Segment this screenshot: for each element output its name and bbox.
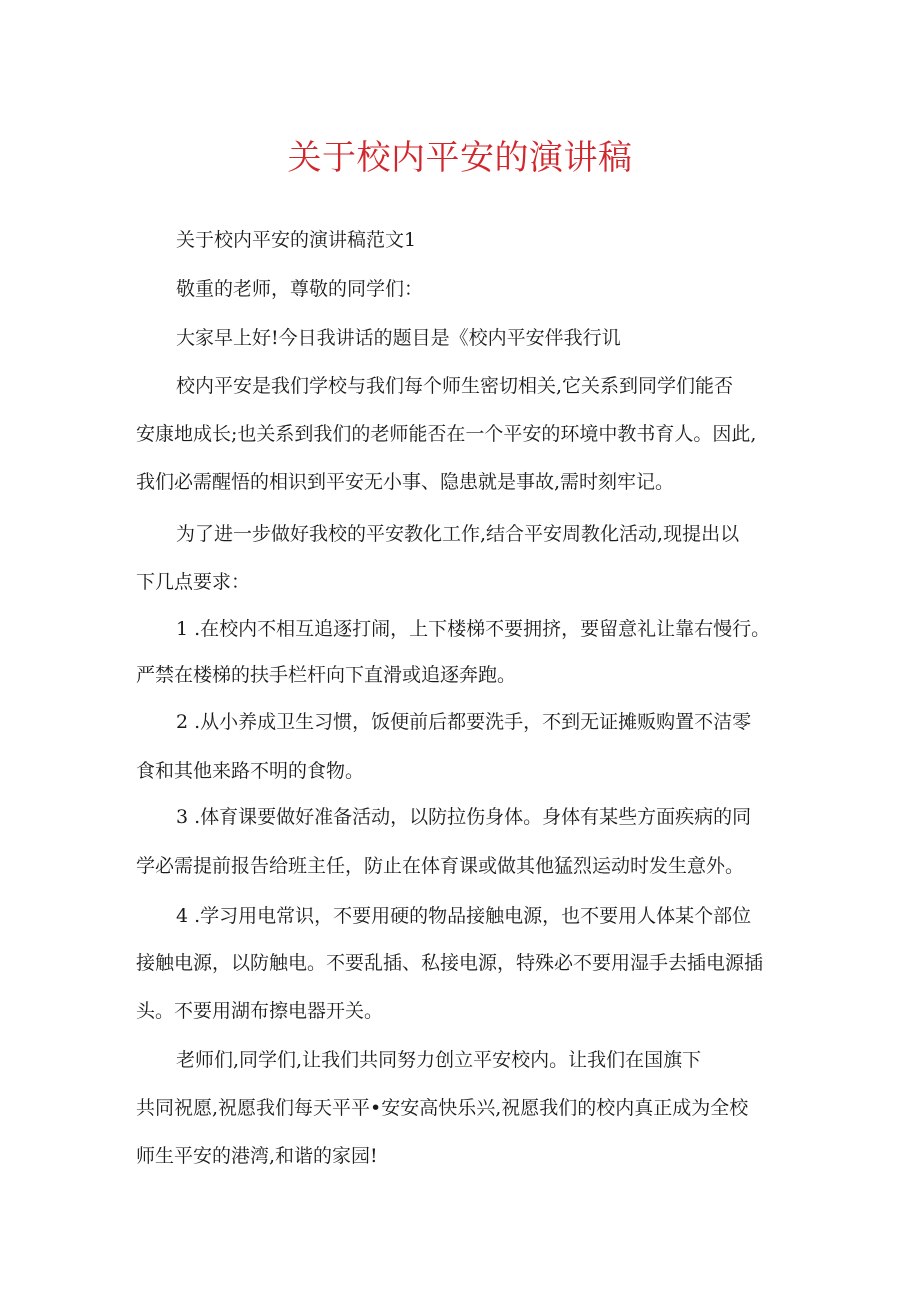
- rule-4-line-2: 接触电源，以防触电。不要乱插、私接电源，特殊必不要用湿手去插电源插: [136, 952, 764, 974]
- rule-2-line-1: 2 .从小养成卫生习惯，饭便前后都要洗手，不到无证摊贩购置不洁零: [176, 711, 752, 733]
- greeting: 敬重的老师，尊敬的同学们：: [176, 278, 424, 300]
- rule-3-line-2: 学必需提前报告给班主任，防止在体育课或做其他猛烈运动时发生意外。: [136, 855, 745, 877]
- closing-line-2: 共同祝愿,祝愿我们每天平平•安安高快乐兴,祝愿我们的校内真正成为全校: [136, 1097, 749, 1119]
- rule-1-line-1: 1 .在校内不相互追逐打闹，上下楼梯不要拥挤，要留意礼让靠右慢行。: [176, 618, 771, 640]
- document-title: 关于校内平安的演讲稿: [287, 138, 633, 178]
- subtitle: 关于校内平安的演讲稿范文1: [176, 229, 417, 251]
- paragraph-1-line-3: 我们必需醒悟的相识到平安无小事、隐患就是事故,需时刻牢记。: [136, 471, 675, 493]
- paragraph-2-line-2: 下几点要求：: [136, 571, 251, 593]
- rule-4-line-1: 4 .学习用电常识，不要用硬的物品接触电源，也不要用人体某个部位: [176, 905, 752, 927]
- rule-3-line-1: 3 .体育课要做好准备活动，以防拉伤身体。身体有某些方面疾病的同: [176, 806, 752, 828]
- paragraph-1-line-1: 校内平安是我们学校与我们每个师生密切相关,它关系到同学们能否: [176, 375, 734, 397]
- closing-line-3: 师生平安的港湾,和谐的家园!: [136, 1145, 378, 1167]
- paragraph-1-line-2: 安康地成长;也关系到我们的老师能否在一个平安的环境中教书育人。因此,: [136, 423, 757, 445]
- closing-line-1: 老师们,同学们,让我们共同努力创立平安校内。让我们在国旗下: [176, 1049, 702, 1071]
- opening-line: 大家早上好!今日我讲话的题目是《校内平安伴我行讥: [176, 327, 621, 349]
- paragraph-2-line-1: 为了进一步做好我校的平安教化工作,结合平安周教化活动,现提出以: [176, 523, 740, 545]
- rule-2-line-2: 食和其他来路不明的食物。: [136, 760, 365, 782]
- rule-4-line-3: 头。不要用湖布擦电器开关。: [136, 1000, 384, 1022]
- rule-1-line-2: 严禁在楼梯的扶手栏杆向下直滑或追逐奔跑。: [136, 664, 517, 686]
